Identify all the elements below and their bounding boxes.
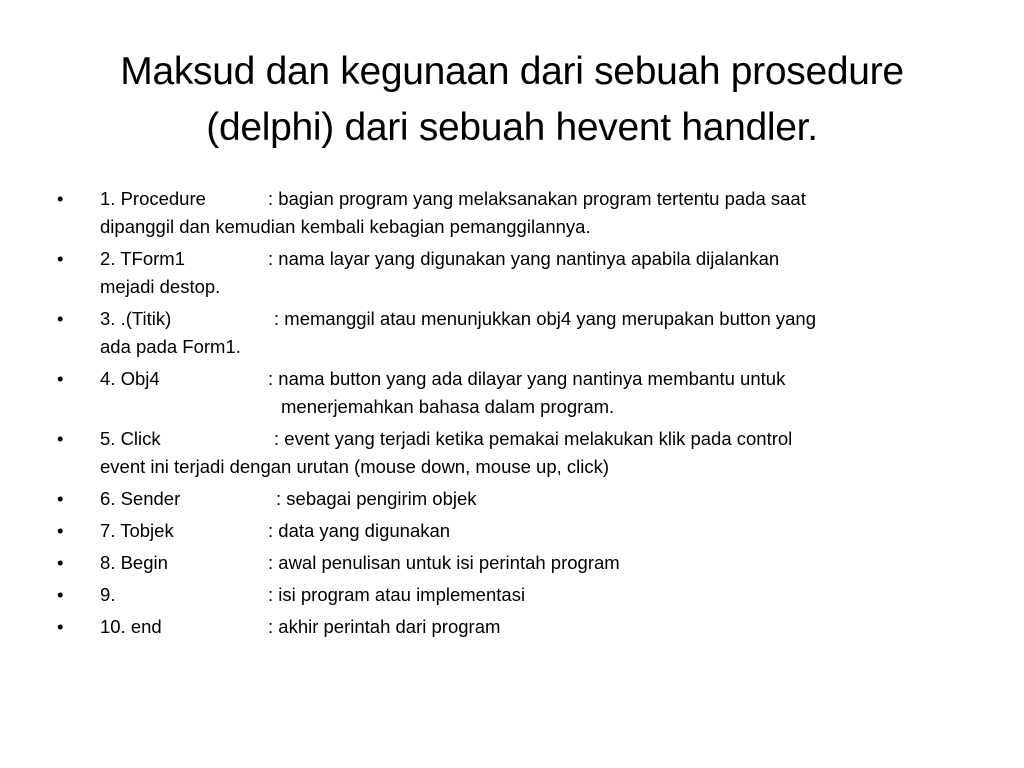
item-description: : awal penulisan untuk isi perintah program [268, 552, 620, 573]
bullet-icon: • [57, 552, 64, 573]
item-label: 7. Tobjek [100, 520, 174, 541]
bullet-icon: • [57, 308, 64, 329]
item-description-continued: event ini terjadi dengan urutan (mouse down, mouse up, click) [100, 456, 610, 477]
item-description-continued: dipanggil dan kemudian kembali kebagian pemanggilannya. [100, 216, 591, 237]
list-item [0, 365, 1024, 421]
item-label: 1. Procedure [100, 188, 206, 209]
item-description: : memanggil atau menunjukkan obj4 yang merupakan button yang [274, 308, 816, 329]
item-description: : akhir perintah dari program [268, 616, 501, 637]
item-label: 2. TForm1 [100, 248, 185, 269]
bullet-icon: • [57, 616, 64, 637]
bullet-icon: • [57, 248, 64, 269]
slide-title-line-2: (delphi) dari sebuah hevent handler. [206, 106, 818, 149]
bullet-icon: • [57, 584, 64, 605]
item-description-continued: mejadi destop. [100, 276, 221, 297]
bullet-icon: • [57, 368, 64, 389]
list-item [0, 613, 1024, 641]
slide-title [60, 44, 964, 156]
item-description-continued: ada pada Form1. [100, 336, 241, 357]
list-item [0, 185, 1024, 241]
item-label: 5. Click [100, 428, 161, 449]
item-label: 10. end [100, 616, 162, 637]
list-item [0, 305, 1024, 361]
list-item [0, 517, 1024, 545]
item-description: : event yang terjadi ketika pemakai melakukan klik pada control [274, 428, 793, 449]
bullet-icon: • [57, 488, 64, 509]
item-label: 9. [100, 584, 116, 605]
list-item [0, 485, 1024, 513]
item-description: : data yang digunakan [268, 520, 451, 541]
item-label: 3. .(Titik) [100, 308, 172, 329]
list-item [0, 245, 1024, 301]
slide-title-line-1: Maksud dan kegunaan dari sebuah prosedure [120, 50, 904, 93]
item-description: : nama layar yang digunakan yang nantinya apabila dijalankan [268, 248, 780, 269]
list-item [0, 581, 1024, 609]
item-description: : nama button yang ada dilayar yang nantinya membantu untuk [268, 368, 786, 389]
item-label: 8. Begin [100, 552, 168, 573]
item-description: : bagian program yang melaksanakan program tertentu pada saat [268, 188, 806, 209]
bullet-icon: • [57, 520, 64, 541]
list-item [0, 425, 1024, 481]
bullet-icon: • [57, 188, 64, 209]
bullet-list [0, 185, 1024, 645]
list-item [0, 549, 1024, 577]
item-description-continued: menerjemahkan bahasa dalam program. [281, 396, 615, 417]
item-label: 4. Obj4 [100, 368, 160, 389]
item-label: 6. Sender [100, 488, 181, 509]
item-description: : sebagai pengirim objek [276, 488, 477, 509]
bullet-icon: • [57, 428, 64, 449]
item-description: : isi program atau implementasi [268, 584, 526, 605]
